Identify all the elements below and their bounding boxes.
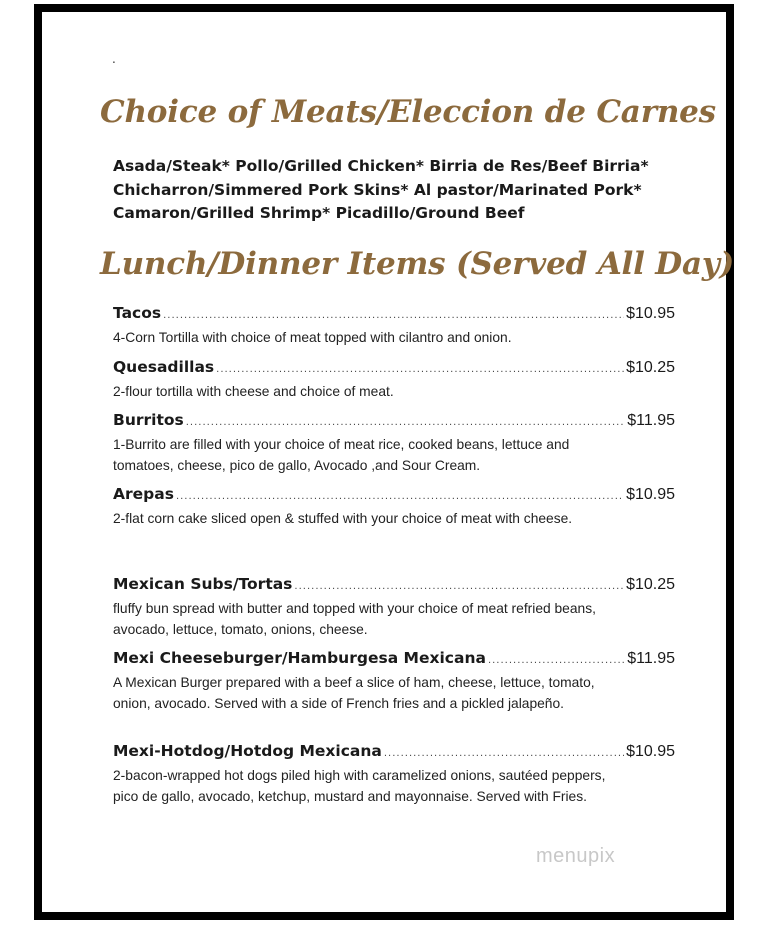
item-name: Mexi-Hotdog/Hotdog Mexicana — [113, 742, 382, 760]
meats-list — [113, 155, 649, 226]
dot-leader — [384, 744, 624, 764]
item-price: $10.95 — [626, 305, 675, 322]
item-name: Arepas — [113, 485, 174, 503]
meats-line: Chicharron/Simmered Pork Skins* Al pastor/Marinated Pork* — [113, 180, 642, 199]
item-description: fluffy bun spread with butter and topped with your choice of meat refried beans, avocado, lettuce, tomato, onions, cheese. — [113, 601, 596, 637]
menu-item-hotdog — [113, 741, 675, 807]
item-description: 4-Corn Tortilla with choice of meat topped with cilantro and onion. — [113, 330, 512, 345]
item-name: Mexi Cheeseburger/Hamburgesa Mexicana — [113, 649, 486, 667]
dot-leader — [294, 577, 624, 597]
item-price: $11.95 — [627, 650, 675, 667]
item-name: Mexican Subs/Tortas — [113, 575, 293, 593]
item-description: 2-flat corn cake sliced open & stuffed with your choice of meat with cheese. — [113, 511, 573, 526]
item-name: Burritos — [113, 411, 184, 429]
menu-item-cheeseburger — [113, 648, 675, 714]
menu-item-arepas — [113, 484, 675, 529]
meats-section-title: Choice of Meats/Eleccion de Carnes — [100, 94, 716, 130]
header-mark: . — [112, 52, 116, 66]
item-price: $10.95 — [626, 743, 675, 760]
item-price: $10.25 — [626, 359, 675, 376]
dot-leader — [163, 306, 624, 326]
item-price: $10.25 — [626, 576, 675, 593]
watermark-logo: menupix — [536, 845, 616, 867]
menu-item-tacos — [113, 303, 675, 348]
menu-item-quesadillas — [113, 357, 675, 402]
item-price: $10.95 — [626, 486, 675, 503]
dot-leader — [176, 487, 624, 507]
dot-leader — [216, 360, 624, 380]
menu-page — [34, 4, 734, 920]
item-name: Tacos — [113, 304, 162, 322]
dot-leader — [186, 413, 626, 433]
item-description: A Mexican Burger prepared with a beef a slice of ham, cheese, lettuce, tomato, onion, avocado. Served with a side of French fries and a pickled jalapeño. — [113, 675, 595, 711]
item-name: Quesadillas — [113, 358, 215, 376]
meats-line: Camaron/Grilled Shrimp* Picadillo/Ground Beef — [113, 204, 525, 222]
item-description: 2-bacon-wrapped hot dogs piled high with caramelized onions, sautéed peppers, pico de gallo, avocado, ketchup, mustard and mayonnaise. Served with Fries. — [113, 768, 606, 804]
meats-line: Asada/Steak* Pollo/Grilled Chicken* Birria de Res/Beef Birria* — [113, 157, 649, 175]
menu-item-burritos — [113, 410, 675, 476]
item-price: $11.95 — [627, 412, 675, 429]
item-description: 1-Burrito are filled with your choice of meat rice, cooked beans, lettuce and tomatoes, cheese, pico de gallo, Avocado ,and Sour Cream. — [113, 437, 570, 473]
item-description: 2-flour tortilla with cheese and choice of meat. — [113, 384, 394, 399]
menu-item-tortas — [113, 574, 675, 640]
items-section-title: Lunch/Dinner Items (Served All Day) — [100, 246, 735, 282]
dot-leader — [488, 651, 625, 671]
